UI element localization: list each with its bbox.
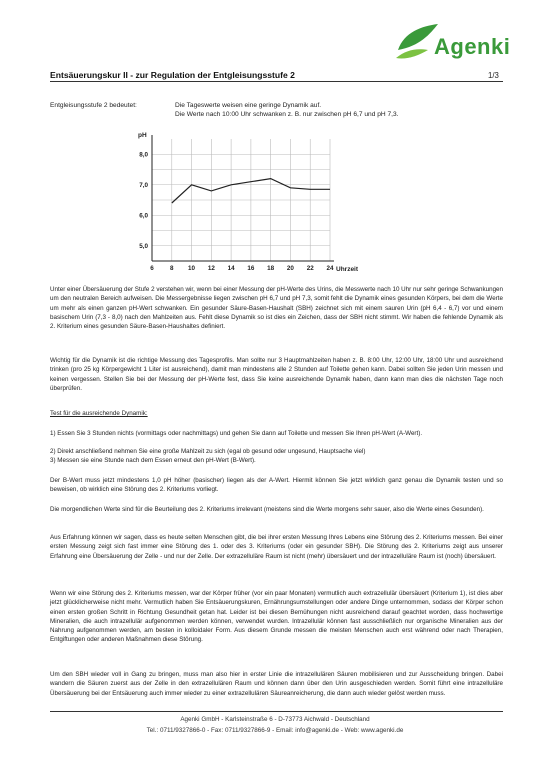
test-step-3: 3) Messen sie eine Stunde nach dem Essen erneut den pH-Wert (B-Wert).	[50, 457, 256, 464]
footer-divider	[50, 711, 503, 712]
x-tick-label: 8	[170, 265, 174, 272]
x-tick-label: 20	[286, 265, 294, 272]
x-tick-label: 16	[247, 265, 255, 272]
x-tick-label: 24	[326, 265, 334, 272]
y-tick-label: 7,0	[139, 182, 148, 190]
ph-chart	[130, 125, 360, 275]
paragraph-1: Unter einer Übersäuerung der Stufe 2 verstehen wir, wenn bei einer Messung der pH-Werte des Urins, die Messwerte nach 10 Uhr nur sehr geringe Schwankungen um den neutralen Bereich aufweisen. Die Messergebnisse liegen zwischen pH 6,7 und pH 7,3, somit fehlt die Dynamik eines gesunden Körpers, bei dem die Werte um mehr als einen ganzen pH-Wert schwanken. Ein gesunder Säure-Basen-Haushalt (SBH) zeichnet sich mit einem sauren Urin (pH 6,4 - 6,7) vor und einem basischem Urin (7,3 - 8,0) nach den Mahlzeiten aus. Fehlt diese Dynamik so ist dies ein Zeichen, dass der SBH nicht stimmt. Wir haben die fehlende Dynamik als 2. Kriterium eines gesunden Säure-Basen-Haushaltes definiert.	[50, 286, 503, 331]
logo-text: Agenki	[434, 34, 511, 59]
chart-axes	[152, 135, 334, 261]
intro-line-2: Die Werte nach 10:00 Uhr schwanken z. B. nur zwischen pH 6,7 und pH 7,3.	[175, 111, 399, 118]
x-tick-label: 18	[267, 265, 275, 272]
x-tick-label: 6	[150, 265, 154, 272]
header-divider	[50, 81, 503, 82]
test-step-2: 2) Direkt anschließend nehmen Sie eine große Mahlzeit zu sich (egal ob gesund oder ungesund, Hauptsache viel)	[50, 448, 366, 455]
x-tick-label: 10	[188, 265, 196, 272]
footer-address: Agenki GmbH - Karlsteinstraße 6 - D-73773 Aichwald - Deutschland	[180, 716, 370, 723]
footer-contact: Tel.: 0711/9327866-0 - Fax: 0711/9327866-9 - Email: info@agenki.de - Web: www.agenki.de	[146, 727, 404, 734]
intro-label: Entgleisungsstufe 2 bedeutet:	[50, 102, 137, 109]
x-tick-label: 12	[207, 265, 215, 272]
y-tick-label: 6,0	[139, 212, 148, 220]
x-axis-label: Uhrzeit	[336, 266, 359, 273]
paragraph-4: Die morgendlichen Werte sind für die Beurteilung des 2. Kriteriums irrelevant (meistens sind die Werte morgens sehr sauer, also die Werte eines Gesunden).	[50, 506, 484, 513]
chart-grid	[152, 139, 330, 261]
intro-line-1: Die Tageswerte weisen eine geringe Dynamik auf.	[175, 102, 322, 109]
y-tick-label: 8,0	[139, 151, 148, 159]
x-tick-label: 22	[306, 265, 314, 272]
paragraph-5: Aus Erfahrung können wir sagen, dass es heute selten Menschen gibt, die bei ihrer ersten Messung Ihres Lebens eine Störung des 2. Kriteriums messen. Bei einer ersten Messung zeigt sich fast immer eine Störung des 1. oder des 3. Kriteriums (oder ein gesunder SBH). Die Störung des 2. Kriteriums zeigt aus unserer Erfahrung eine Übersäuerung der Zelle - und nur der Zelle. Der extrazelluläre Raum ist nicht (mehr) übersäuert und der intrazelluläre Raum ist (noch) übersäuert.	[50, 534, 503, 560]
test-heading: Test für die ausreichende Dynamik:	[50, 410, 148, 417]
y-axis-label: pH	[138, 132, 147, 139]
document-title: Entsäuerungskur II - zur Regulation der Entgleisungsstufe 2	[50, 70, 295, 80]
paragraph-6: Wenn wir eine Störung des 2. Kriteriums messen, war der Körper früher (vor ein paar Monaten) vermutlich auch extrazellulär übersäuert (Kriterium 1), ist dies aber jetzt glücklicherweise nicht mehr. Vermutlich haben Sie Entsäuerungskuren, Ernährungsumstellungen oder andere Dinge unternommen, sodass der Körper schon einen ersten großen Schritt in Richtung Gesundheit getan hat. Leider ist bei diesen Bemühungen nicht ausreichend darauf geachtet worden, dass hochwertige Mineralien, die auch intrazellulär aufgenommen werden können, verwendet wurden. Intrazellulär können fast ausschließlich nur organische Mineralien aus der Nahrung aufgenommen werden, am besten in kolloidaler Form. Aus diesem Grunde messen die meisten Menschen auch erst während oder nach Therapien, Entgiftungen oder anderen Maßnahmen diese Störung.	[50, 590, 503, 644]
page-number: 1/3	[488, 71, 499, 80]
paragraph-2: Wichtig für die Dynamik ist die richtige Messung des Tagesprofils. Man sollte nur 3 Hauptmahlzeiten haben z. B. 8:00 Uhr, 12:00 Uhr, 18:00 Uhr und ausreichend trinken (pro 25 kg Körpergewicht 1 Liter ist ausreichend), damit man mindestens alle 2 Stunden auf Toilette gehen kann. Dabei sollten Sie jeden Urin messen und keinen vergessen. Stellen Sie bei der Messung der pH-Werte fest, dass Sie keine ausreichende Dynamik haben, dann kann man dies die nächsten Tage noch überprüfen.	[50, 357, 503, 392]
y-tick-label: 5,0	[139, 243, 148, 251]
x-tick-label: 14	[227, 265, 235, 272]
paragraph-7: Um den SBH wieder voll in Gang zu bringen, muss man also hier in erster Linie die intrazellulären Säuren mobilisieren und zur Ausscheidung bringen. Dabei wandern die Säuren zuerst aus der Zelle in den extrazellulären Raum und können dann über den Urin ausgeschieden werden. Somit führt eine intrazelluläre Übersäuerung bei der Entsäuerung auch immer wieder zu einer extrazellulären Säureanreicherung, die dann auch wieder gelöst werden muss.	[50, 671, 503, 697]
logo	[394, 20, 524, 66]
paragraph-3: Der B-Wert muss jetzt mindestens 1,0 pH höher (basischer) liegen als der A-Wert. Hiermit können Sie jetzt wirklich ganz genau die Dynamik testen und so beweisen, ob wirklich eine Störung des 2. Kriteriums vorliegt.	[50, 477, 503, 494]
test-step-1: 1) Essen Sie 3 Stunden nichts (vormittags oder nachmittags) und gehen Sie dann auf Toilette und messen Sie Ihren pH-Wert (A-Wert).	[50, 430, 423, 437]
